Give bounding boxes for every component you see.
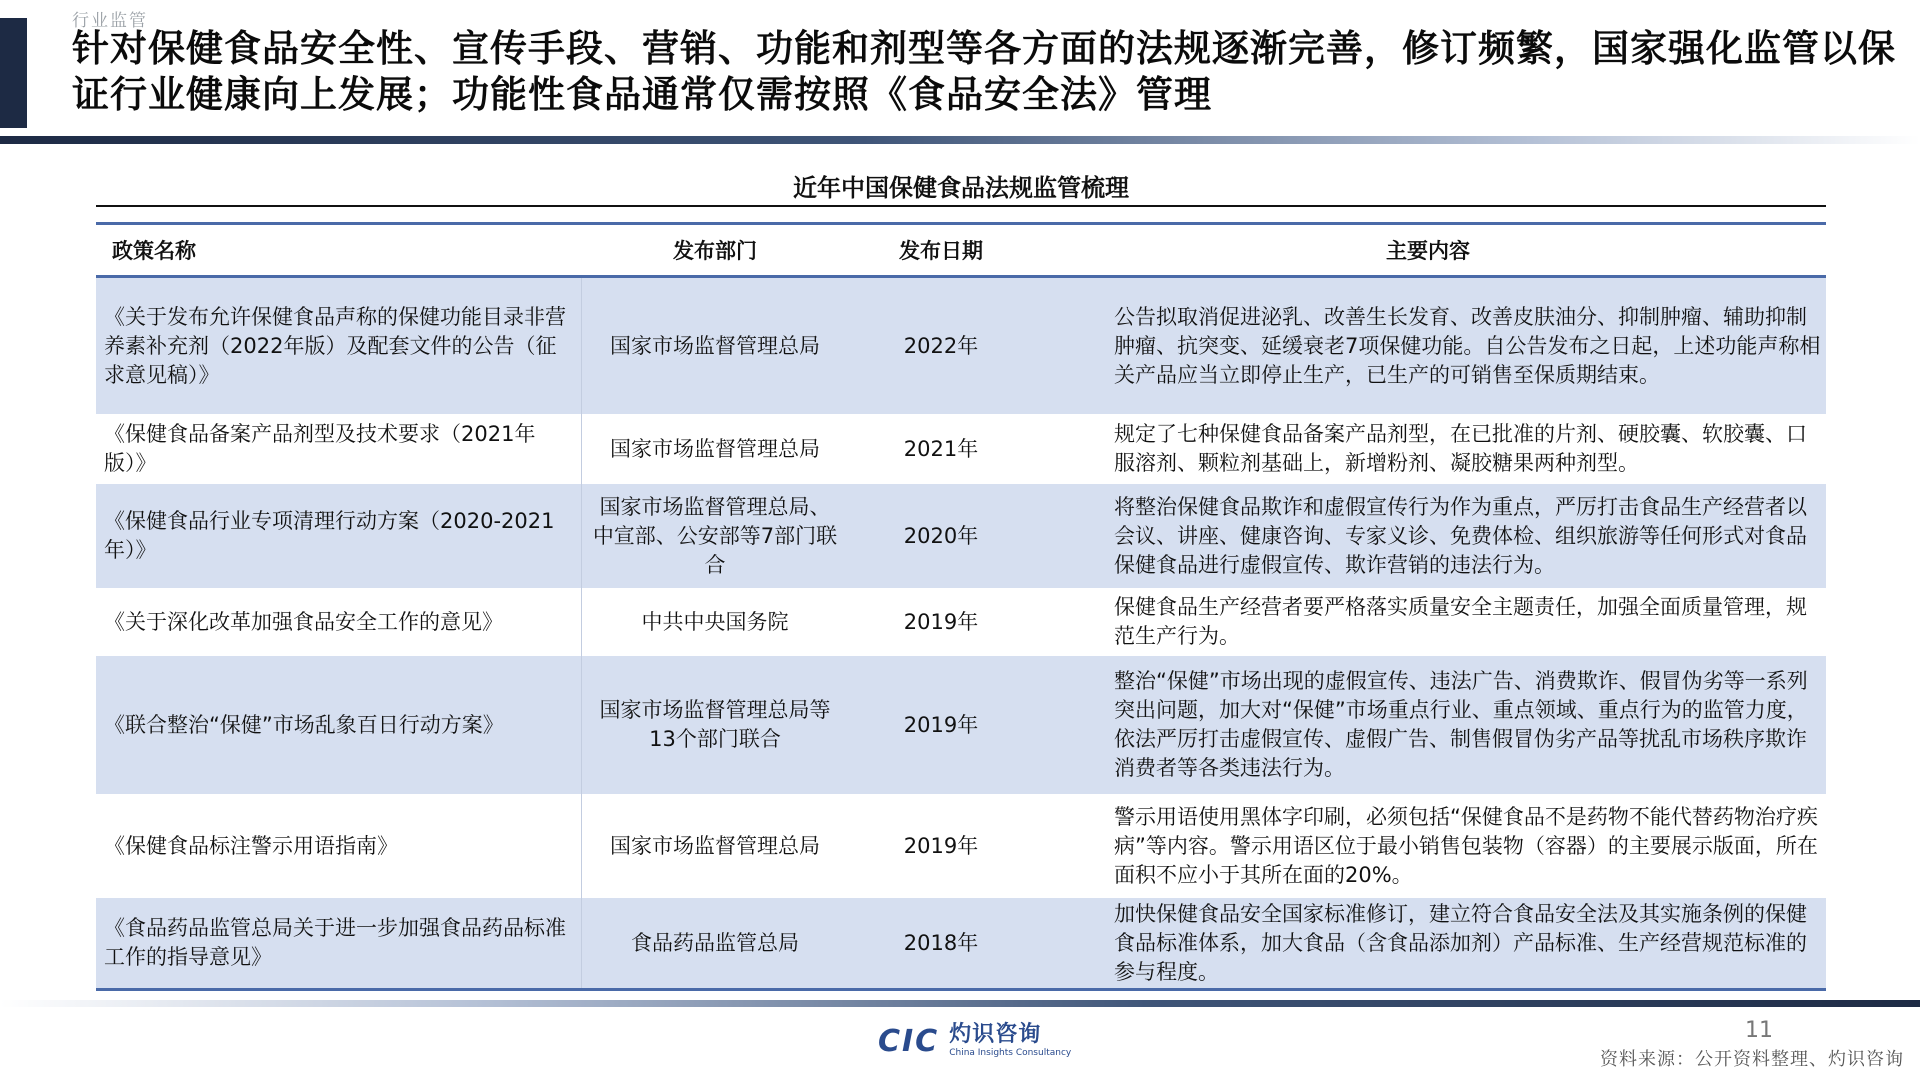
policy-name: 《联合整治“保健”市场乱象百日行动方案》 [96,656,582,794]
page-headline: 针对保健食品安全性、宣传手段、营销、功能和剂型等各方面的法规逐渐完善，修订频繁，国家强化监管以保证行业健康向上发展；功能性食品通常仅需按照《食品安全法》管理 [72,27,1896,116]
table-row [96,794,1826,898]
policy-name: 《关于发布允许保健食品声称的保健功能目录非营养素补充剂（2022年版）及配套文件的公告（征求意见稿）》 [96,278,582,414]
table-bottom-rule [96,988,1826,991]
table-title-rule [96,205,1826,207]
main-content: 公告拟取消促进泌乳、改善生长发育、改善皮肤油分、抑制肿瘤、辅助抑制肿瘤、抗突变、延缓衰老7项保健功能。自公告发布之日起，上述功能声称相关产品应当立即停止生产，已生产的可销售至保质期结束。 [1114,304,1821,387]
main-content: 警示用语使用黑体字印刷，必须包括“保健食品不是药物不能代替药物治疗疾病”等内容。警示用语区位于最小销售包装物（容器）的主要展示版面，所在面积不应小于其所在面的20%。 [1114,804,1818,887]
cic-logo [878,1018,1071,1064]
logo-chinese-name: 灼识咨询 [949,1022,1042,1047]
issue-date: 2021年 [903,436,979,461]
issue-date: 2022年 [903,333,979,358]
issuing-dept: 食品药品监管总局 [631,930,799,955]
issue-date: 2019年 [903,833,979,858]
column-header-dept: 发布部门 [673,239,757,263]
issue-date: 2019年 [903,609,979,634]
main-content: 将整治保健食品欺诈和虚假宣传行为作为重点，严厉打击食品生产经营者以会议、讲座、健康咨询、专家义诊、免费体检、组织旅游等任何形式对食品保健食品进行虚假宣传、欺诈营销的违法行为。 [1114,494,1807,577]
logo-text [949,1023,1071,1059]
issue-date: 2019年 [903,712,979,737]
footer-divider [0,1000,1920,1007]
table-row [96,278,1826,414]
issue-date: 2018年 [903,930,979,955]
side-accent-bar [0,18,27,128]
issue-date: 2020年 [903,523,979,548]
issuing-dept: 国家市场监督管理总局等13个部门联合 [599,698,831,751]
policy-name: 《保健食品备案产品剂型及技术要求（2021年版）》 [96,414,582,484]
policy-name: 《保健食品行业专项清理行动方案（2020-2021年）》 [96,484,582,588]
table-row [96,898,1826,988]
main-content: 保健食品生产经营者要严格落实质量安全主题责任，加强全面质量管理，规范生产行为。 [1114,595,1807,648]
issuing-dept: 国家市场监督管理总局 [610,333,820,358]
table-title: 近年中国保健食品法规监管梳理 [793,174,1129,202]
logo-english-name: China Insights Consultancy [949,1048,1072,1058]
table-header [96,225,1826,275]
table-row [96,656,1826,794]
column-header-content: 主要内容 [1386,239,1470,263]
policy-name: 《关于深化改革加强食品安全工作的意见》 [96,588,582,656]
header-divider [0,136,1920,144]
table-row [96,414,1826,484]
regulation-table [96,222,1826,991]
main-content: 加快保健食品安全国家标准修订，建立符合食品安全法及其实施条例的保健食品标准体系，加大食品（含食品添加剂）产品标准、生产经营规范标准的参与程度。 [1114,901,1807,984]
column-header-date: 发布日期 [899,239,983,263]
policy-name: 《食品药品监管总局关于进一步加强食品药品标准工作的指导意见》 [96,898,582,988]
main-content: 规定了七种保健食品备案产品剂型，在已批准的片剂、硬胶囊、软胶囊、口服溶剂、颗粒剂基础上，新增粉剂、凝胶糖果两种剂型。 [1114,422,1807,475]
table-row [96,484,1826,588]
column-header-name: 政策名称 [112,239,196,263]
policy-name: 《保健食品标注警示用语指南》 [96,794,582,898]
issuing-dept: 国家市场监督管理总局、中宣部、公安部等7部门联合 [592,494,838,577]
logo-mark: CIC [878,1023,940,1059]
section-tag: 行业监管 [72,11,148,31]
table-row [96,588,1826,656]
main-content: 整治“保健”市场出现的虚假宣传、违法广告、消费欺诈、假冒伪劣等一系列突出问题，加大对“保健”市场重点行业、重点领域、重点行为的监管力度，依法严厉打击虚假宣传、虚假广告、制售假冒伪劣产品等扰乱市场秩序欺诈消费者等各类违法行为。 [1114,669,1808,780]
issuing-dept: 国家市场监督管理总局 [610,436,820,461]
page-number: 11 [1745,1018,1773,1043]
issuing-dept: 中共中央国务院 [641,609,789,634]
source-note: 资料来源：公开资料整理、灼识咨询 [1600,1049,1904,1070]
issuing-dept: 国家市场监督管理总局 [610,833,820,858]
